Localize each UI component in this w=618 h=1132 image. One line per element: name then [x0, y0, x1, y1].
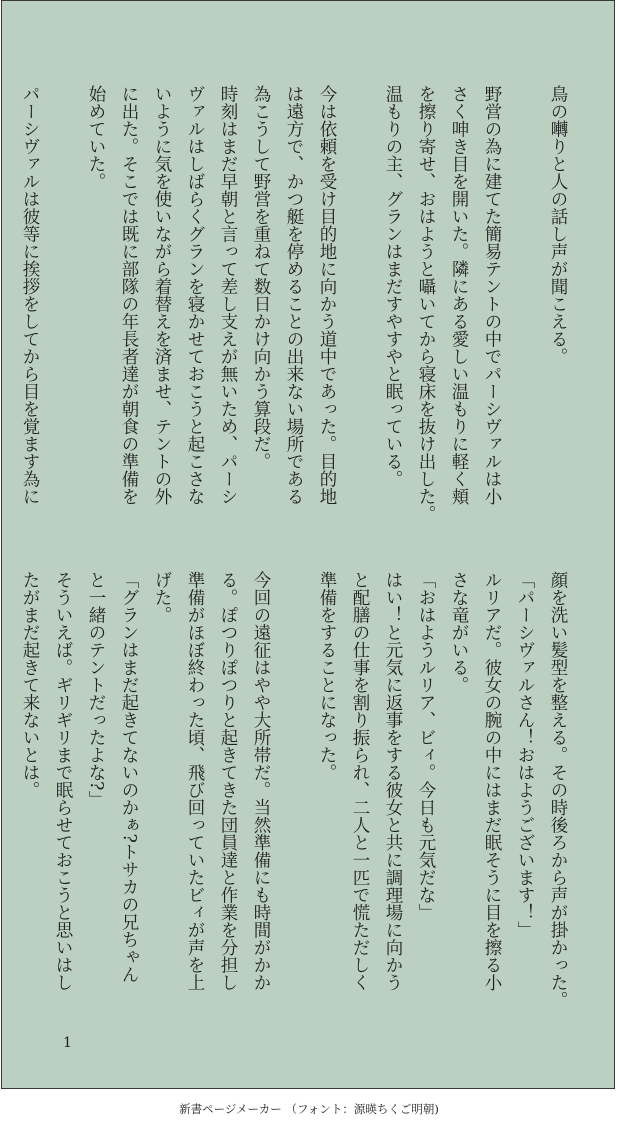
text-line: げた。 [152, 571, 172, 624]
text-line: 準備がほぼ終わった頃、飛び回っていたビィが声を上 [185, 571, 205, 991]
text-line: いように気を使いながら着替えを済ませ、テントの外 [152, 85, 172, 505]
text-line [277, 571, 310, 1021]
text-line: ルリアだ。彼女の腕の中にはまだ眠そうに目を擦る小 [482, 571, 502, 991]
text-line: 「グランはまだ起きてないのかぁ?トサカの兄ちゃん [119, 571, 139, 983]
footer-credit: 新書ページメーカー （フォント：源暎ちくご明朝) [179, 1102, 439, 1116]
text-line: る。ぽつりぽつりと起きてきた団員達と作業を分担し [218, 571, 238, 991]
text-line: 顔を洗い髪型を整える。その時後ろから声が掛かった。 [548, 571, 568, 1009]
text-line: たがまだ起きて来ないとは。 [20, 571, 40, 799]
text-line: 「おはようルリア、ビィ。今日も元気だな」 [416, 571, 436, 921]
text-line: 時刻はまだ早朝と言って差し支えが無いため、パーシ [218, 85, 238, 505]
text-line: 野営の為に建てた簡易テントの中でパーシヴァルは小 [482, 85, 502, 505]
text-line: 「パーシヴァルさん！おはようございます！」 [515, 571, 535, 939]
text-line: パーシヴァルは彼等に挨拶をしてから目を覚ます為に [20, 85, 40, 505]
text-line: 今回の遠征はやや大所帯だ。当然準備にも時間がかか [251, 571, 271, 991]
text-line: さな竜がいる。 [449, 571, 469, 694]
text-line [46, 85, 79, 525]
text-line: はい！と元気に返事をする彼女と共に調理場に向かう [383, 571, 403, 991]
text-block-top [13, 85, 574, 525]
text-line [508, 85, 541, 525]
text-line: 今は依頼を受け目的地に向かう道中であった。目的地 [317, 85, 337, 505]
text-line: さく呻き目を開いた。隣にある愛しい温もりに軽く頬 [449, 85, 469, 505]
text-line: を擦り寄せ、おはようと囁いてから寝床を抜け出した。 [416, 85, 436, 523]
text-line: 始めていた。 [86, 85, 106, 190]
text-line: 準備をすることになった。 [317, 571, 337, 781]
text-line: は遠方で、かつ艇を停めることの出来ない場所である [284, 85, 304, 505]
text-line: と一緒のテントだったよな?」 [86, 571, 106, 808]
text-line: 為こうして野営を重ねて数日かけ向かう算段だ。 [251, 85, 271, 470]
book-page [1, 0, 615, 1089]
text-line: 温もりの主、グランはまだすやすやと眠っている。 [383, 85, 403, 488]
text-line: ヴァルはしばらくグランを寝かせておこうと起こさな [185, 85, 205, 505]
text-line: そういえば。ギリギリまで眠らせておこうと思いはし [53, 571, 73, 991]
page-number: 1 [63, 1035, 72, 1051]
text-line: 鳥の囀りと人の話し声が聞こえる。 [548, 85, 568, 365]
text-block-bottom [13, 571, 574, 1021]
text-line: と配膳の仕事を割り振られ、二人と一匹で慌ただしく [350, 571, 370, 991]
text-line [343, 85, 376, 525]
text-line: に出た。そこでは既に部隊の年長者達が朝食の準備を [119, 85, 139, 505]
